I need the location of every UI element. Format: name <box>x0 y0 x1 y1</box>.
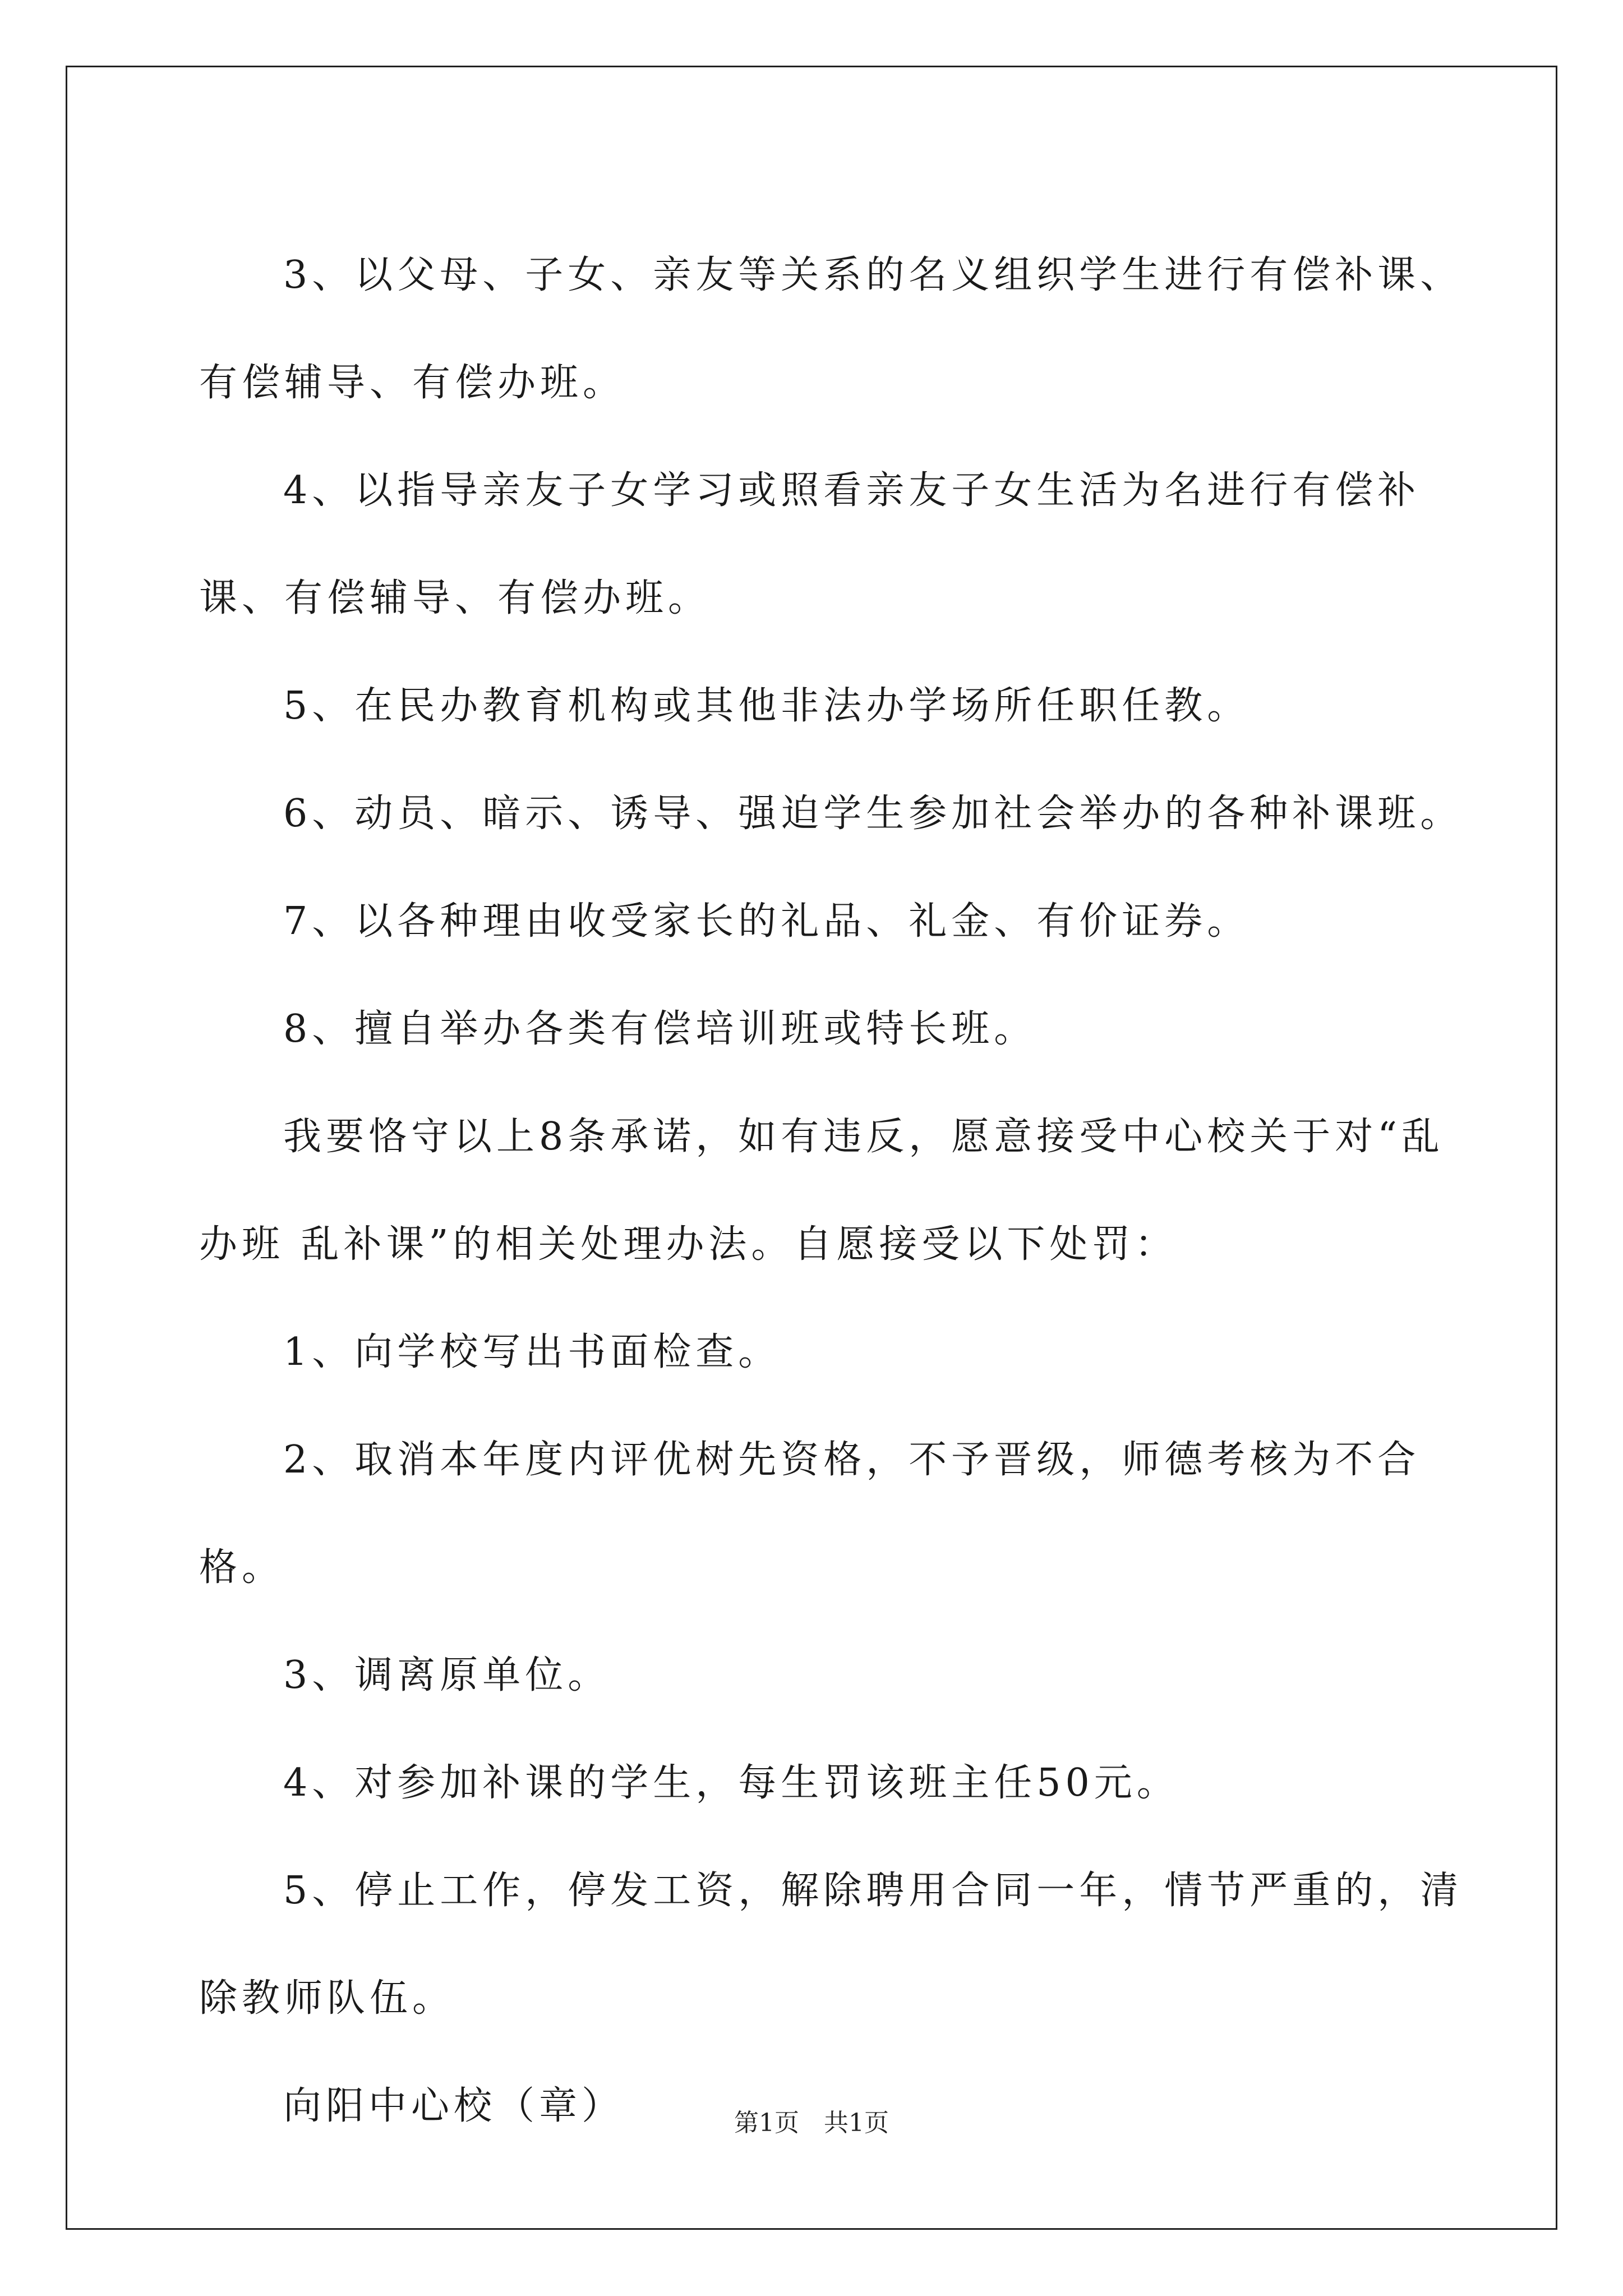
paragraph-penalty-1: 1、向学校写出书面检查。 <box>283 1330 781 1374</box>
paragraph-penalty-5: 5、停止工作，停发工资，解除聘用合同一年，情节严重的，清除教师队伍。 <box>199 1869 1463 2021</box>
document-body <box>199 222 1467 2160</box>
paragraph-penalty-3: 3、调离原单位。 <box>283 1653 611 1697</box>
paragraph-item-6-promise: 6、动员、暗示、诱导、强迫学生参加社会举办的各种补课班。 <box>283 792 1463 836</box>
paragraph-commitment-statement: 我要恪守以上8条承诺，如有违反，愿意接受中心校关于对“乱办班 乱补课”的相关处理办法。自愿接受以下处罚： <box>199 1115 1445 1267</box>
paragraph-item-5-promise: 5、在民办教育机构或其他非法办学场所任职任教。 <box>283 684 1250 728</box>
signature-school-seal: 向阳中心校（章） <box>283 2084 625 2128</box>
paragraph-item-3-promise: 3、以父母、子女、亲友等关系的名义组织学生进行有偿补课、有偿辅导、有偿办班。 <box>199 253 1463 405</box>
paragraph-item-8-promise: 8、擅自举办各类有偿培训班或特长班。 <box>283 1007 1037 1051</box>
paragraph-penalty-4: 4、对参加补课的学生，每生罚该班主任50元。 <box>283 1761 1179 1805</box>
paragraph-item-4-promise: 4、以指导亲友子女学习或照看亲友子女生活为名进行有偿补课、有偿辅导、有偿办班。 <box>199 468 1421 620</box>
paragraph-penalty-2: 2、取消本年度内评优树先资格，不予晋级，师德考核为不合格。 <box>199 1438 1421 1590</box>
page-footer: 第1页 共1页 <box>734 2109 889 2137</box>
paragraph-item-7-promise: 7、以各种理由收受家长的礼品、礼金、有价证券。 <box>283 899 1250 944</box>
